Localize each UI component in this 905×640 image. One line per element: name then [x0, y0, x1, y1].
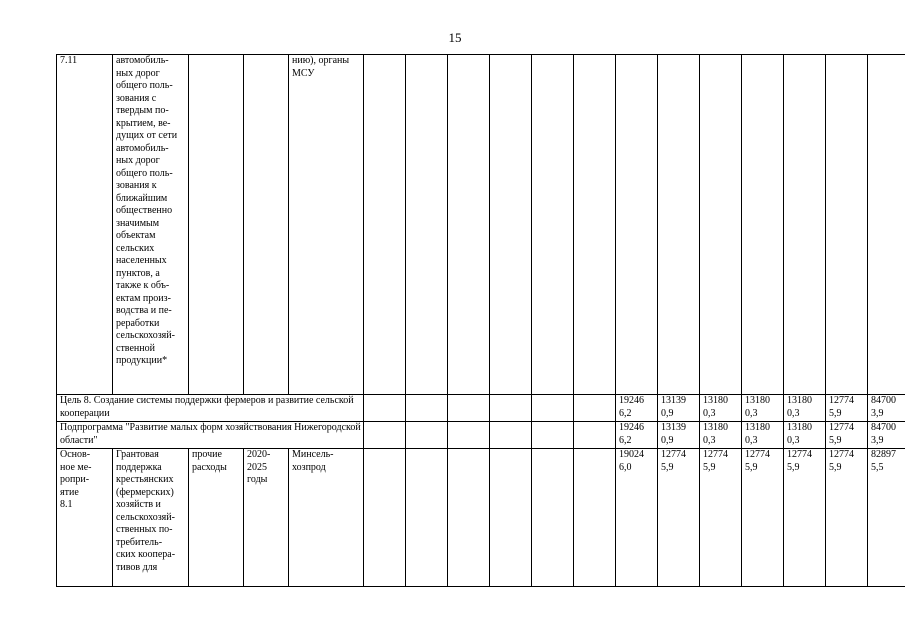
- value-cell: 13180 0,3: [784, 422, 826, 449]
- table-row-8-1: [57, 449, 905, 587]
- table-row-7-11: [57, 55, 905, 395]
- value-cell: 13180 0,3: [700, 395, 742, 422]
- value-cell: 19024 6,0: [616, 449, 658, 587]
- value-cell: 13180 0,3: [784, 395, 826, 422]
- table-row-goal-8: [57, 395, 905, 422]
- value-cell: 12774 5,9: [826, 422, 868, 449]
- value-cell: 13180 0,3: [742, 395, 784, 422]
- row-number: 7.11: [57, 55, 113, 395]
- expense-type: прочие расходы: [189, 449, 244, 587]
- value-cell: 13139 0,9: [658, 395, 700, 422]
- empty-cell: [406, 422, 448, 449]
- empty-cell: [189, 55, 244, 395]
- empty-cell: [490, 449, 532, 587]
- empty-cell: [244, 55, 289, 395]
- value-cell: 12774 5,9: [826, 395, 868, 422]
- empty-cell: [364, 395, 406, 422]
- empty-cell: [490, 55, 532, 395]
- empty-cell: [364, 55, 406, 395]
- empty-cell: [448, 422, 490, 449]
- empty-cell: [406, 55, 448, 395]
- empty-cell: [868, 55, 905, 395]
- table-row-subprogram: [57, 422, 905, 449]
- event-name: автомобиль- ных дорог общего поль- зования с твердым по- крытием, ве- дущих от сети автомобиль- ных дорог общего поль- зования к ближайшим общественно значимым объектам сельских населенных пунктов, а также к объ- ектам произ- водства и пе- реработки сельскохозяй- ственной продукции*: [113, 55, 189, 395]
- empty-cell: [406, 449, 448, 587]
- empty-cell: [532, 55, 574, 395]
- row-number: Основ- ное ме- ропри- ятие 8.1: [57, 449, 113, 587]
- empty-cell: [574, 55, 616, 395]
- empty-cell: [700, 55, 742, 395]
- empty-cell: [532, 449, 574, 587]
- value-cell: 12774 5,9: [742, 449, 784, 587]
- value-cell: 12774 5,9: [700, 449, 742, 587]
- empty-cell: [826, 55, 868, 395]
- value-cell: 12774 5,9: [826, 449, 868, 587]
- empty-cell: [574, 449, 616, 587]
- empty-cell: [658, 55, 700, 395]
- empty-cell: [532, 422, 574, 449]
- value-cell: 13180 0,3: [742, 422, 784, 449]
- empty-cell: [490, 395, 532, 422]
- value-cell: 12774 5,9: [658, 449, 700, 587]
- empty-cell: [616, 55, 658, 395]
- program-table: [56, 54, 905, 587]
- empty-cell: [406, 395, 448, 422]
- value-cell: 19246 6,2: [616, 395, 658, 422]
- page-number: 15: [448, 30, 462, 45]
- empty-cell: [784, 55, 826, 395]
- value-cell: 82897 5,5: [868, 449, 905, 587]
- period: 2020- 2025 годы: [244, 449, 289, 587]
- empty-cell: [448, 55, 490, 395]
- empty-cell: [448, 395, 490, 422]
- executor: Минсель- хозпрод: [289, 449, 364, 587]
- value-cell: 12774 5,9: [784, 449, 826, 587]
- empty-cell: [532, 395, 574, 422]
- value-cell: 84700 3,9: [868, 395, 905, 422]
- empty-cell: [574, 395, 616, 422]
- executor: нию), органы МСУ: [289, 55, 364, 395]
- empty-cell: [364, 422, 406, 449]
- empty-cell: [364, 449, 406, 587]
- value-cell: 13180 0,3: [700, 422, 742, 449]
- value-cell: 19246 6,2: [616, 422, 658, 449]
- value-cell: 13139 0,9: [658, 422, 700, 449]
- empty-cell: [574, 422, 616, 449]
- empty-cell: [742, 55, 784, 395]
- goal-label: Цель 8. Создание системы поддержки фермеров и развитие сельской кооперации: [57, 395, 364, 422]
- subprogram-label: Подпрограмма "Развитие малых форм хозяйствования Нижегородской области": [57, 422, 364, 449]
- empty-cell: [448, 449, 490, 587]
- empty-cell: [490, 422, 532, 449]
- value-cell: 84700 3,9: [868, 422, 905, 449]
- event-name: Грантовая поддержка крестьянских (фермерских) хозяйств и сельскохозяй- ственных по- требитель- ских коопера- тивов для: [113, 449, 189, 587]
